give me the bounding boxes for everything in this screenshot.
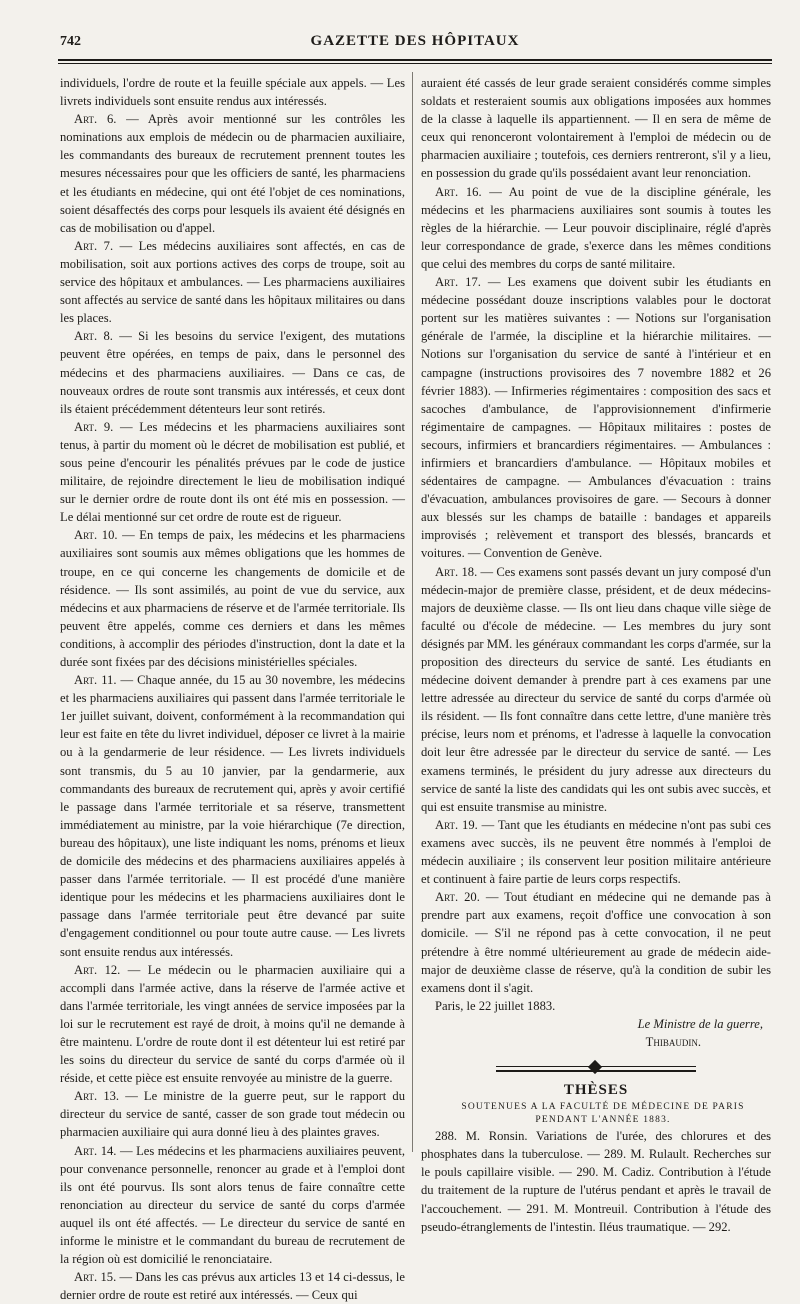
article-text: — Si les besoins du service l'exigent, des mutations peuvent être opérées, en temps de paix, dans le personnel des médecins et des pharmaciens auxiliaires. — Dans ce cas, de nouveaux ordres de route sont transmis aux intéressés, et ceux dont ils étaient précédemment détenteurs leur sont retirés.: [60, 329, 405, 416]
article-number: Art. 11.: [74, 673, 117, 688]
section-ornament: [496, 1061, 696, 1077]
article-text: — Tout étudiant en médecine qui ne demande pas à prendre part aux examens, reçoit d'office une convocation à son domicile. — S'il ne répond pas à cette convocation, il ne peut prétendre à être nommé ultérieurement au grade de médecin aide-major de deuxième classe de réserve, qu'à la condition de subir les examens dont il s'agit.: [421, 890, 771, 995]
theses-subtitle: SOUTENUES A LA FACULTÉ DE MÉDECINE DE PARIS: [461, 1102, 745, 1113]
signature-role: Le Ministre de la guerre,: [637, 1016, 763, 1031]
article-paragraph: [421, 273, 771, 563]
article-text: — Chaque année, du 15 au 30 novembre, les médecins et les pharmaciens auxiliaires qui passent dans l'armée territoriale le 1er juillet suivant, doivent, conformément à la recommandation qui leur est faite en tête du livret individuel, déposer ce livret à la mairie ou à la gendarmerie de leur résidence. — Les livrets individuels sont transmis, du 5 au 10 janvier, par la gendarmerie, aux commandants des bureaux de recrutement qui, après y avoir certifié le passage dans l'armée territoriale et sa réserve, transmettent immédiatement au ministre, par la voie hiérarchique (7e direction, bureau des hôpitaux), une liste indiquant les noms, prénoms et lieux de domicile des médecins et des pharmaciens auxiliaires appelés à passer dans l'armée territoriale. — Il est procédé d'une manière identique pour les médecins et les pharmaciens auxiliaires dont le passage dans l'armée territoriale peut être devancé par suite d'engagement conditionnel ou pour toute autre cause. — Les livrets sont ensuite rendus aux intéressés.: [60, 673, 405, 959]
article-number: Art. 6.: [74, 112, 117, 127]
article-text: — Le ministre de la guerre peut, sur le rapport du directeur du service de santé, casser de son grade tout médecin ou pharmacien auxiliaire qui aura donné lieu à des plaintes graves.: [60, 1089, 405, 1140]
theses-title: THÈSES: [563, 1082, 629, 1099]
article-paragraph: [60, 1142, 405, 1269]
article-paragraph: [60, 110, 405, 237]
article-number: Art. 8.: [74, 329, 113, 344]
article-paragraph: [60, 418, 405, 527]
article-paragraph: [60, 1087, 405, 1141]
article-number: Art. 16.: [435, 184, 482, 199]
page-header: [58, 32, 772, 54]
article-text: — Les examens que doivent subir les étudiants en médecine possédant douze inscriptions valables pour le doctorat portent sur les matières suivantes : — Notions sur l'organisation générale de l'armée, la discipline et la hiérarchie militaires. — Notions sur l'organisation du service de santé à l'intérieur et en campagne (instructions provisoires des 7 novembre 1882 et 26 février 1883). — Infirmeries régimentaires : composition des sacs et sacoches d'ambulance, de l'approvisionnement d'infirmerie régimentaire de campagnes. — Hôpitaux militaires : postes de secours, infirmiers et brancardiers régimentaires. — Ambulances : infirmiers et brancardiers d'ambulance. — Hôpitaux mobiles et sédentaires de campagne. — Ambulances d'évacuation : trains d'évacuation, ambulances provisoires de gare. — Secours à donner aux blessés sur les champs de bataille : bandages et appareils improvisés ; relèvement et transport des blessés, brancards et voitures. — Convention de Genève.: [421, 275, 771, 561]
right-column-articles: [421, 74, 771, 997]
article-text: auraient été cassés de leur grade seraient considérés comme simples soldats et resteraient soumis aux obligations imposées aux hommes de la classe à laquelle ils appartiennent. — Il en sera de même de ceux qui renonceront volontairement à l'emploi de médecin ou de pharmacien auxiliaire ; toutefois, ces derniers rentreront, s'il y a lieu, en possession du grade qu'ils possédaient avant leur renonciation.: [421, 76, 771, 181]
article-paragraph: [421, 888, 771, 997]
header-rule-thick: [58, 59, 772, 61]
left-column: [60, 74, 405, 1303]
theses-subtitle-year: PENDANT L'ANNÉE 1883.: [535, 1115, 671, 1126]
article-text: — Tant que les étudiants en médecine n'ont pas subi ces examens avec succès, ils ne peuvent être nommés à l'emploi de médecin auxiliaire ; ils conservent leur position militaire antérieure et continuent à faire partie de leurs corps respectifs.: [421, 817, 771, 887]
article-number: Art. 10.: [74, 528, 118, 543]
article-text: — Au point de vue de la discipline générale, les médecins et les pharmaciens auxiliaires sont soumis à toutes les règles de la hiérarchie. — Leur pouvoir disciplinaire, réglé d'après leur correspondance de grade, s'exerce dans les mêmes conditions que celui des membres du corps de santé militaire.: [421, 184, 771, 271]
article-text: — Ces examens sont passés devant un jury composé d'un médecin-major de première classe, président, et de deux médecins-majors de deuxième classe. — Ils ont lieu dans chaque ville siège de faculté ou d'école de médecine. — Les membres du jury sont désignés par MM. les généraux commandant les corps d'armée, sur la proposition des directeurs du service de santé. Les étudiants en médecine doivent demander à prendre part à ces examens par une lettre adressée au directeur du service de santé du corps d'armée où ils résident. — Ils font connaître dans cette lettre, d'une manière très précise, leurs nom et prénoms, et l'adresse à laquelle la convocation doit leur être adressée par le directeur du service de santé. — Les examens terminés, le président du jury adresse aux directeurs du service de santé la liste des candidats qui les ont subis avec succès, et qui est ensuite transmise au ministre.: [421, 564, 771, 814]
article-number: Art. 18.: [435, 564, 478, 579]
article-number: Art. 15.: [74, 1270, 117, 1285]
column-divider: [412, 72, 413, 1152]
theses-list: 288. M. Ronsin. Variations de l'urée, des chlorures et des phosphates dans la tuberculose. — 289. M. Rulault. Recherches sur le pouls capillaire visible. — 290. M. Cadiz. Contribution à l'étude du traitement de la rupture de l'utérus pendant et après le travail de l'accouchement. — 291. M. Montreuil. Contribution à l'étude des pseudo-étranglements de l'intestin. Iléus traumatique. — 292.: [421, 1129, 771, 1234]
article-text: — Les médecins auxiliaires sont affectés, en cas de mobilisation, soit aux portions actives des corps de troupe, soit au service des hôpitaux et ambulances. — Les pharmaciens auxiliaires sont affectés au service de santé dans les hôpitaux militaires ou dans les places.: [60, 238, 405, 326]
page-number: 742: [60, 34, 81, 49]
article-text: — En temps de paix, les médecins et les pharmaciens auxiliaires sont soumis aux mêmes obligations que les hommes de troupe, en ce qui concerne les changements de domicile et de résidence. — Ils sont assimilés, au point de vue du service, aux médecins et aux pharmaciens de réserve et de l'armée territoriale. Ils peuvent être appelés, comme ces derniers et dans les mêmes conditions, à accomplir des périodes d'instruction, dont la date et la durée sont fixées par des décisions ministérielles spéciales.: [60, 528, 405, 669]
article-paragraph: [60, 671, 405, 961]
article-number: Art. 14.: [74, 1143, 117, 1158]
article-number: Art. 20.: [435, 890, 480, 905]
article-number: Art. 13.: [74, 1089, 120, 1104]
article-paragraph: [60, 74, 405, 110]
article-text: — Après avoir mentionné sur les contrôles les nominations aux emplois de médecin ou de pharmacien auxiliaire, les commandants des bureaux de recrutement prennent toutes les mesures nécessaires pour que les officiers de santé, les pharmaciens et les étudiants en médecine, qui ont été l'objet de ces nominations, soient désaffectés des corps pour lesquels ils avaient été désignés en cas de mobilisation ou d'appel.: [60, 112, 405, 235]
article-text: individuels, l'ordre de route et la feuille spéciale aux appels. — Les livrets individuels sont ensuite rendus aux intéressés.: [60, 76, 405, 109]
article-paragraph: [60, 526, 405, 671]
article-number: Art. 17.: [435, 275, 481, 290]
right-column: [421, 74, 771, 1234]
running-title: GAZETTE DES HÔPITAUX: [310, 33, 520, 49]
article-text: — Les médecins et les pharmaciens auxiliaires peuvent, pour convenance personnelle, renoncer au grade et à l'emploi dont ils ont été pourvus. Ils sont alors tenus de faire connaître cette renonciation au directeur du service de santé du corps d'armée auquel ils ont été affectés. — Le directeur du service de santé en informe le ministre et le commandant du bureau de recrutement de la région où est domicilié le renonciataire.: [60, 1143, 405, 1267]
article-paragraph: [60, 1268, 405, 1304]
article-text: — Le médecin ou le pharmacien auxiliaire qui a accompli dans l'armée active, dans la réserve de l'armée active et dans l'armée territoriale, les vingt années de service imposées par la loi sur le recrutement est rayé de droit, à moins qu'il ne demande à être maintenu. L'ordre de route dont il est détenteur lui est retiré par les soins du directeur du service de santé du corps d'armée où il réside, et cette pièce est ensuite renvoyée au ministre de la guerre.: [60, 962, 405, 1086]
article-paragraph: [421, 74, 771, 183]
article-number: Art. 12.: [74, 962, 121, 977]
article-paragraph: [60, 961, 405, 1088]
signature-name: Thibaudin.: [645, 1034, 701, 1049]
article-paragraph: [421, 563, 771, 816]
article-paragraph: [421, 816, 771, 888]
article-paragraph: [421, 183, 771, 273]
article-number: Art. 19.: [435, 817, 478, 832]
article-text: — Les médecins et les pharmaciens auxiliaires sont tenus, à partir du moment où le décret de mobilisation est publié, et sous peine d'encourir les pénalités prévues par le code de justice militaire, de rejoindre directement le lieu de mobilisation indiqué sur le dernier ordre de route dont ils ont été mis en possession. — Le délai mentionné sur cet ordre de route est de rigueur.: [60, 419, 405, 525]
article-number: Art. 7.: [74, 238, 114, 253]
signature-place-date: Paris, le 22 juillet 1883.: [435, 998, 556, 1013]
article-paragraph: [60, 237, 405, 327]
article-text: — Dans les cas prévus aux articles 13 et 14 ci-dessus, le dernier ordre de route est retiré aux intéressés. — Ceux qui: [60, 1270, 405, 1303]
article-paragraph: [60, 327, 405, 417]
article-number: Art. 9.: [74, 419, 114, 434]
header-rule-thin: [58, 63, 772, 64]
